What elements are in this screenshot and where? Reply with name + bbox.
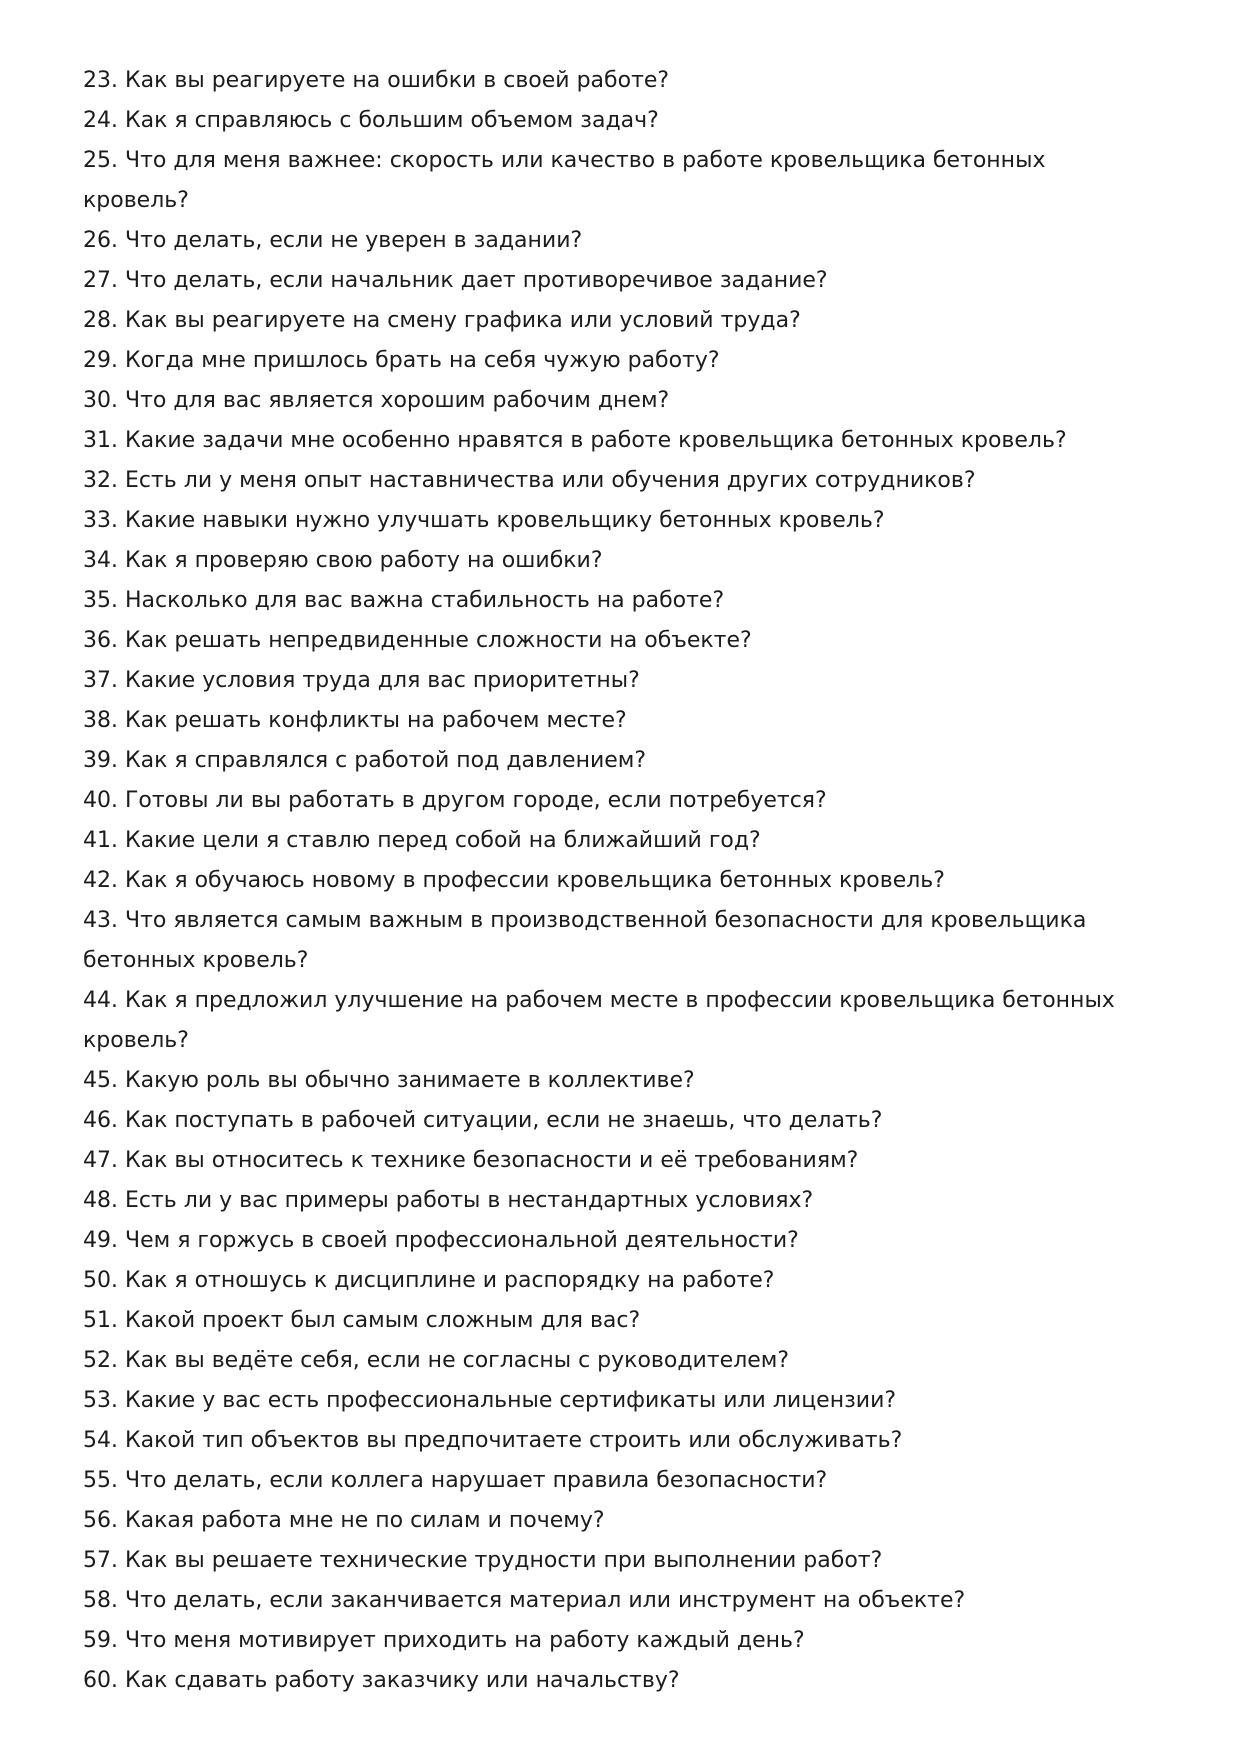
question-item: 23. Как вы реагируете на ошибки в своей работе? — [83, 68, 670, 93]
question-item: 54. Какой тип объектов вы предпочитаете строить или обслуживать? — [83, 1428, 903, 1453]
question-item: 55. Что делать, если коллега нарушает правила безопасности? — [83, 1468, 828, 1493]
question-item: 33. Какие навыки нужно улучшать кровельщику бетонных кровель? — [83, 508, 885, 533]
question-item: 40. Готовы ли вы работать в другом городе, если потребуется? — [83, 788, 827, 813]
question-item: 52. Как вы ведёте себя, если не согласны с руководителем? — [83, 1348, 790, 1373]
question-item: 35. Насколько для вас важна стабильность на работе? — [83, 588, 725, 613]
question-item: 43. Что является самым важным в производственной безопасности для кровельщика бетонных кровель? — [83, 908, 1087, 973]
question-item: 49. Чем я горжусь в своей профессиональной деятельности? — [83, 1228, 799, 1253]
question-item: 51. Какой проект был самым сложным для вас? — [83, 1308, 641, 1333]
question-item: 56. Какая работа мне не по силам и почему? — [83, 1508, 605, 1533]
question-item: 34. Как я проверяю свою работу на ошибки? — [83, 548, 603, 573]
question-item: 37. Какие условия труда для вас приоритетны? — [83, 668, 640, 693]
question-item: 25. Что для меня важнее: скорость или качество в работе кровельщика бетонных кровель? — [83, 148, 1046, 213]
question-item: 26. Что делать, если не уверен в задании? — [83, 228, 583, 253]
question-item: 47. Как вы относитесь к технике безопасности и её требованиям? — [83, 1148, 859, 1173]
question-item: 44. Как я предложил улучшение на рабочем месте в профессии кровельщика бетонных кровель? — [83, 988, 1115, 1053]
question-item: 57. Как вы решаете технические трудности при выполнении работ? — [83, 1548, 883, 1573]
question-item: 36. Как решать непредвиденные сложности на объекте? — [83, 628, 752, 653]
question-item: 45. Какую роль вы обычно занимаете в коллективе? — [83, 1068, 695, 1093]
question-item: 59. Что меня мотивирует приходить на работу каждый день? — [83, 1628, 805, 1653]
question-item: 24. Как я справляюсь с большим объемом задач? — [83, 108, 659, 133]
question-item: 39. Как я справлялся с работой под давлением? — [83, 748, 647, 773]
question-item: 50. Как я отношусь к дисциплине и распорядку на работе? — [83, 1268, 775, 1293]
question-item: 29. Когда мне пришлось брать на себя чужую работу? — [83, 348, 720, 373]
question-item: 41. Какие цели я ставлю перед собой на ближайший год? — [83, 828, 761, 853]
question-item: 28. Как вы реагируете на смену графика или условий труда? — [83, 308, 801, 333]
question-item: 42. Как я обучаюсь новому в профессии кровельщика бетонных кровель? — [83, 868, 945, 893]
question-item: 38. Как решать конфликты на рабочем месте? — [83, 708, 627, 733]
question-item: 46. Как поступать в рабочей ситуации, если не знаешь, что делать? — [83, 1108, 883, 1133]
question-item: 32. Есть ли у меня опыт наставничества или обучения других сотрудников? — [83, 468, 976, 493]
question-item: 53. Какие у вас есть профессиональные сертификаты или лицензии? — [83, 1388, 897, 1413]
question-item: 31. Какие задачи мне особенно нравятся в работе кровельщика бетонных кровель? — [83, 428, 1067, 453]
question-item: 60. Как сдавать работу заказчику или начальству? — [83, 1668, 680, 1693]
question-item: 58. Что делать, если заканчивается материал или инструмент на объекте? — [83, 1588, 966, 1613]
question-item: 30. Что для вас является хорошим рабочим днем? — [83, 388, 670, 413]
question-item: 48. Есть ли у вас примеры работы в нестандартных условиях? — [83, 1188, 814, 1213]
question-list — [83, 61, 1158, 1701]
question-item: 27. Что делать, если начальник дает противоречивое задание? — [83, 268, 828, 293]
